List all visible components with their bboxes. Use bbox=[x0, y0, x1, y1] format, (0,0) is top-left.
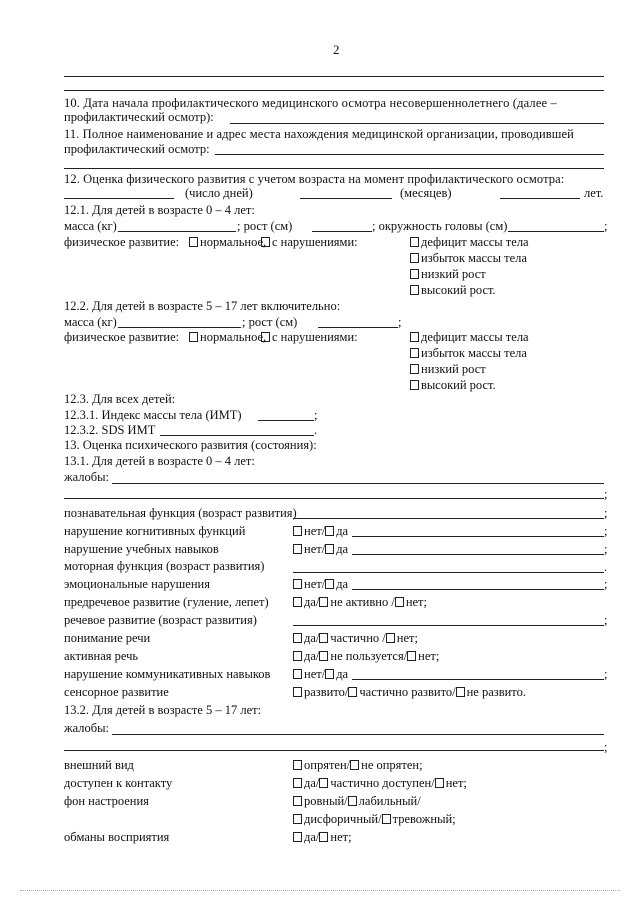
comm-field[interactable] bbox=[352, 679, 604, 680]
exam-start-date-field[interactable] bbox=[230, 123, 604, 124]
checkbox-icon[interactable] bbox=[410, 269, 419, 279]
semicolon: ; bbox=[604, 613, 608, 627]
checkbox-icon[interactable] bbox=[325, 669, 334, 679]
complaints-field[interactable] bbox=[112, 734, 604, 735]
item12-3-title: 12.3. Для всех детей: bbox=[64, 392, 176, 406]
mass-deficit-option[interactable]: дефицит массы тела bbox=[410, 330, 529, 345]
item13-title: 13. Оценка психического развития (состояния): bbox=[64, 438, 317, 452]
checkbox-icon[interactable] bbox=[325, 579, 334, 589]
learn-dis-label: нарушение учебных навыков bbox=[64, 542, 219, 556]
checkbox-icon[interactable] bbox=[293, 544, 302, 554]
speech-field[interactable] bbox=[293, 625, 604, 626]
fill-line[interactable] bbox=[64, 76, 604, 77]
understand-options[interactable]: да/ частично / нет; bbox=[293, 631, 418, 646]
height-label: ; рост (см) bbox=[242, 315, 298, 329]
checkbox-icon[interactable] bbox=[435, 778, 444, 788]
cog-dis-options[interactable]: нет/ да bbox=[293, 524, 348, 539]
mass-label: масса (кг) bbox=[64, 219, 117, 233]
checkbox-icon[interactable] bbox=[407, 651, 416, 661]
mass-label: масса (кг) bbox=[64, 315, 117, 329]
phys-dev-label: физическое развитие: bbox=[64, 330, 180, 344]
item12-line1: 12. Оценка физического развития с учетом возраста на момент профилактического осмотра: bbox=[64, 172, 565, 186]
checkbox-icon[interactable] bbox=[293, 778, 302, 788]
semicolon: ; bbox=[604, 506, 608, 520]
checkbox-icon[interactable] bbox=[293, 633, 302, 643]
impaired-option[interactable]: с нарушениями: bbox=[261, 330, 358, 345]
bmi-field[interactable] bbox=[258, 420, 314, 421]
checkbox-icon[interactable] bbox=[293, 687, 302, 697]
days-label: (число дней) bbox=[185, 186, 253, 200]
checkbox-icon[interactable] bbox=[410, 348, 419, 358]
checkbox-icon[interactable] bbox=[348, 687, 357, 697]
checkbox-icon[interactable] bbox=[382, 814, 391, 824]
page-edge bbox=[20, 890, 620, 891]
checkbox-icon[interactable] bbox=[319, 832, 328, 842]
complaints-field-2[interactable] bbox=[64, 498, 604, 499]
checkbox-icon[interactable] bbox=[319, 651, 328, 661]
deception-options[interactable]: да/ нет; bbox=[293, 830, 352, 845]
active-speech-options[interactable]: да/ не пользуется/ нет; bbox=[293, 649, 439, 664]
checkbox-icon[interactable] bbox=[293, 832, 302, 842]
item10-line2: профилактический осмотр): bbox=[64, 110, 214, 124]
mass-excess-option[interactable]: избыток массы тела bbox=[410, 346, 527, 361]
phys-dev-label: физическое развитие: bbox=[64, 235, 180, 249]
height-field[interactable] bbox=[318, 327, 398, 328]
contact-label: доступен к контакту bbox=[64, 776, 173, 790]
sensor-label: сенсорное развитие bbox=[64, 685, 169, 699]
org-name-field[interactable] bbox=[215, 154, 604, 155]
checkbox-icon[interactable] bbox=[293, 814, 302, 824]
fill-line[interactable] bbox=[64, 90, 604, 91]
checkbox-icon[interactable] bbox=[325, 526, 334, 536]
checkbox-icon[interactable] bbox=[293, 579, 302, 589]
checkbox-icon[interactable] bbox=[319, 778, 328, 788]
age-months-field[interactable] bbox=[300, 198, 392, 199]
checkbox-icon[interactable] bbox=[293, 597, 302, 607]
complaints-label: жалобы: bbox=[64, 721, 110, 735]
checkbox-icon[interactable] bbox=[261, 332, 270, 342]
semicolon: ; bbox=[314, 408, 318, 422]
item12-1-title: 12.1. Для детей в возрасте 0 – 4 лет: bbox=[64, 203, 255, 217]
period: . bbox=[314, 423, 318, 437]
checkbox-icon[interactable] bbox=[293, 669, 302, 679]
emo-label: эмоциональные нарушения bbox=[64, 577, 210, 591]
checkbox-icon[interactable] bbox=[319, 633, 328, 643]
cog-dis-field[interactable] bbox=[352, 536, 604, 537]
motor-label: моторная функция (возраст развития) bbox=[64, 559, 265, 573]
semicolon: ; bbox=[604, 219, 608, 233]
checkbox-icon[interactable] bbox=[189, 237, 198, 247]
semicolon: ; bbox=[398, 315, 402, 329]
height-field[interactable] bbox=[312, 231, 372, 232]
mood-options-2[interactable]: дисфоричный/ тревожный; bbox=[293, 812, 456, 827]
age-years-field[interactable] bbox=[500, 198, 580, 199]
sds-label: 12.3.2. SDS ИМТ bbox=[64, 423, 156, 437]
understand-label: понимание речи bbox=[64, 631, 151, 645]
semicolon: ; bbox=[604, 577, 608, 591]
item11-line2: профилактический осмотр: bbox=[64, 142, 210, 156]
appearance-options[interactable]: опрятен/ не опрятен; bbox=[293, 758, 423, 773]
active-speech-label: активная речь bbox=[64, 649, 139, 663]
emo-options[interactable]: нет/ да bbox=[293, 577, 348, 592]
mood-label: фон настроения bbox=[64, 794, 149, 808]
comm-options[interactable]: нет/ да bbox=[293, 667, 348, 682]
complaints-field-2[interactable] bbox=[64, 750, 604, 751]
normal-option[interactable]: нормальное, bbox=[189, 330, 266, 345]
semicolon: ; bbox=[604, 487, 608, 501]
height-label: ; рост (см) bbox=[237, 219, 293, 233]
years-label: лет. bbox=[584, 186, 604, 200]
checkbox-icon[interactable] bbox=[325, 544, 334, 554]
semicolon: ; bbox=[604, 524, 608, 538]
bmi-label: 12.3.1. Индекс массы тела (ИМТ) bbox=[64, 408, 242, 422]
contact-options[interactable]: да/ частично доступен/ нет; bbox=[293, 776, 467, 791]
appearance-label: внешний вид bbox=[64, 758, 134, 772]
checkbox-icon[interactable] bbox=[410, 237, 419, 247]
item10-line1: 10. Дата начала профилактического медицинского осмотра несовершеннолетнего (далее – bbox=[64, 96, 557, 110]
complaints-label: жалобы: bbox=[64, 470, 110, 484]
checkbox-icon[interactable] bbox=[456, 687, 465, 697]
checkbox-icon[interactable] bbox=[261, 237, 270, 247]
item13-1-title: 13.1. Для детей в возрасте 0 – 4 лет: bbox=[64, 454, 255, 468]
checkbox-icon[interactable] bbox=[293, 526, 302, 536]
learn-dis-field[interactable] bbox=[352, 554, 604, 555]
checkbox-icon[interactable] bbox=[350, 760, 359, 770]
sds-field[interactable] bbox=[160, 435, 314, 436]
checkbox-icon[interactable] bbox=[189, 332, 198, 342]
semicolon: ; bbox=[604, 740, 608, 754]
item13-2-title: 13.2. Для детей в возрасте 5 – 17 лет: bbox=[64, 703, 262, 717]
speech-label: речевое развитие (возраст развития) bbox=[64, 613, 257, 627]
checkbox-icon[interactable] bbox=[410, 285, 419, 295]
normal-option[interactable]: нормальное, bbox=[189, 235, 266, 250]
months-label: (месяцев) bbox=[400, 186, 452, 200]
checkbox-icon[interactable] bbox=[410, 253, 419, 263]
checkbox-icon[interactable] bbox=[319, 597, 328, 607]
mass-excess-option[interactable]: избыток массы тела bbox=[410, 251, 527, 266]
mood-options-1[interactable]: ровный/ лабильный/ bbox=[293, 794, 421, 809]
item12-2-title: 12.2. Для детей в возрасте 5 – 17 лет включительно: bbox=[64, 299, 341, 313]
checkbox-icon[interactable] bbox=[410, 364, 419, 374]
complaints-field[interactable] bbox=[112, 483, 604, 484]
comm-label: нарушение коммуникативных навыков bbox=[64, 667, 271, 681]
checkbox-icon[interactable] bbox=[293, 760, 302, 770]
mass-deficit-option[interactable]: дефицит массы тела bbox=[410, 235, 529, 250]
high-height-option[interactable]: высокий рост. bbox=[410, 378, 496, 393]
high-height-option[interactable]: высокий рост. bbox=[410, 283, 496, 298]
low-height-option[interactable]: низкий рост bbox=[410, 362, 486, 377]
checkbox-icon[interactable] bbox=[395, 597, 404, 607]
prespeech-options[interactable]: да/ не активно / нет; bbox=[293, 595, 427, 610]
sensor-options[interactable]: развито/ частично развито/ не развито. bbox=[293, 685, 526, 700]
org-address-field[interactable] bbox=[64, 168, 604, 169]
cog-dis-label: нарушение когнитивных функций bbox=[64, 524, 246, 538]
deception-label: обманы восприятия bbox=[64, 830, 170, 844]
impaired-option[interactable]: с нарушениями: bbox=[261, 235, 358, 250]
semicolon: ; bbox=[604, 542, 608, 556]
checkbox-icon[interactable] bbox=[348, 796, 357, 806]
prespeech-label: предречевое развитие (гуление, лепет) bbox=[64, 595, 269, 609]
checkbox-icon[interactable] bbox=[293, 651, 302, 661]
semicolon: ; bbox=[604, 667, 608, 681]
learn-dis-options[interactable]: нет/ да bbox=[293, 542, 348, 557]
head-label: ; окружность головы (см) bbox=[372, 219, 508, 233]
checkbox-icon[interactable] bbox=[386, 633, 395, 643]
checkbox-icon[interactable] bbox=[410, 332, 419, 342]
item11-line1: 11. Полное наименование и адрес места нахождения медицинской организации, проводившей bbox=[64, 127, 574, 141]
period: . bbox=[604, 560, 608, 574]
cog-func-label: познавательная функция (возраст развития) bbox=[64, 506, 297, 520]
mass-field[interactable] bbox=[118, 231, 236, 232]
emo-field[interactable] bbox=[352, 589, 604, 590]
cog-func-field[interactable] bbox=[293, 518, 604, 519]
low-height-option[interactable]: низкий рост bbox=[410, 267, 486, 282]
page-number: 2 bbox=[333, 42, 340, 57]
checkbox-icon[interactable] bbox=[410, 380, 419, 390]
checkbox-icon[interactable] bbox=[293, 796, 302, 806]
head-field[interactable] bbox=[508, 231, 604, 232]
mass-field[interactable] bbox=[118, 327, 241, 328]
motor-field[interactable] bbox=[293, 572, 604, 573]
age-days-field[interactable] bbox=[64, 198, 174, 199]
